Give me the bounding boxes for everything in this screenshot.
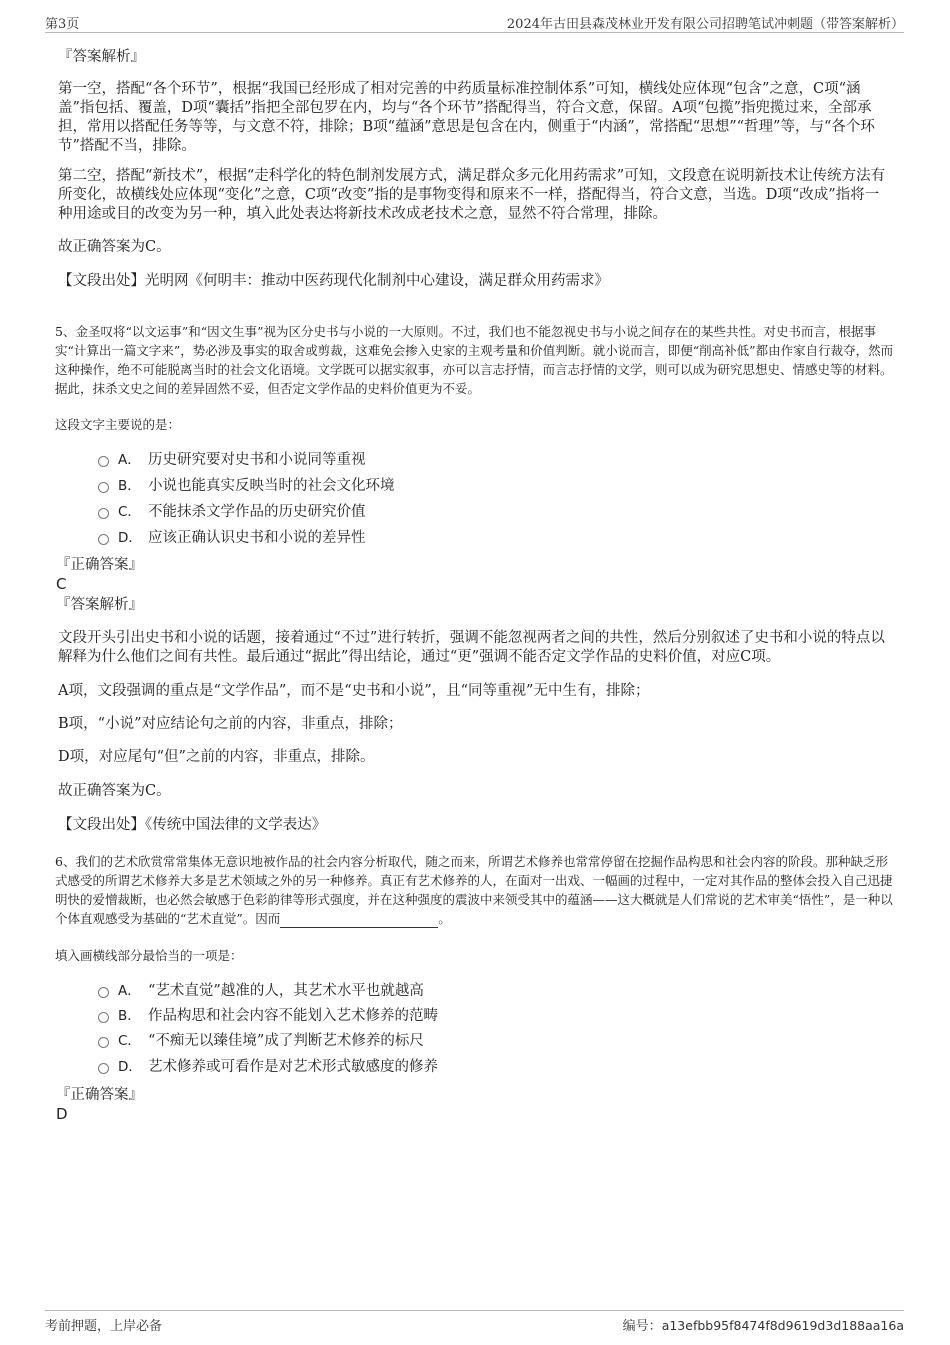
q6-option-b[interactable]: B． 作品构思和社会内容不能划入艺术修养的范畴 <box>98 1006 438 1026</box>
footer-slogan: 考前押题，上岸必备 <box>45 1319 163 1334</box>
page-header <box>45 12 904 33</box>
radio-icon[interactable] <box>98 1037 109 1048</box>
q6-answer: D <box>56 1105 68 1123</box>
q5-conclusion: 故正确答案为C。 <box>58 783 171 799</box>
q5-source: 【文段出处】《传统中国法律的文学表达》 <box>58 817 327 833</box>
option-text: 应该正确认识史书和小说的差异性 <box>148 530 366 546</box>
q5-analysis-heading: 『答案解析』 <box>56 597 143 613</box>
q5-stem: 5、金圣叹将“以文运事”和“因文生事”视为区分史书与小说的一大原则。不过，我们也不能忽视史书与小说之间存在的某些共性。对史书而言，根据事实“计算出一篇文字来”，势必涉及事实的取舍或剪裁，这难免会掺入史家的主观考量和价值判断。就小说而言，即便“削高补低”都由作家自行裁夺，然而这种操作，绝不可能脱离当时的社会文化语境。文学既可以据实叙事，亦可以言志抒情，而言志抒情的文学，则可以成为研究思想史、情感史等的材料。据此，抹杀文史之间的差异固然不妥，但否定文学作品的史料价值更为不妥。 <box>55 324 894 396</box>
radio-icon[interactable] <box>98 508 109 519</box>
q5-analysis-para3: B项，“小说”对应结论句之前的内容，非重点，排除； <box>58 716 403 732</box>
q5-analysis-para2: A项，文段强调的重点是“文学作品”，而不是“史书和小说”，且“同等重视”无中生有，排除； <box>58 683 650 699</box>
radio-icon[interactable] <box>98 1012 109 1023</box>
q5-option-c[interactable]: C． 不能抹杀文学作品的历史研究价值 <box>98 502 366 522</box>
radio-icon[interactable] <box>98 482 109 493</box>
option-text: 历史研究要对史书和小说同等重视 <box>148 452 366 468</box>
q6-option-c[interactable]: C． “不痴无以臻佳境”成了判断艺术修养的标尺 <box>98 1031 424 1051</box>
q6-option-a[interactable]: A． “艺术直觉”越准的人，其艺术水平也就越高 <box>98 981 424 1001</box>
fill-blank <box>280 913 438 928</box>
q5-option-d[interactable]: D． 应该正确认识史书和小说的差异性 <box>98 528 366 548</box>
q5-analysis-para4: D项，对应尾句“但”之前的内容，非重点，排除。 <box>58 749 375 765</box>
page-number: 第3页 <box>45 17 80 32</box>
q4-analysis-heading: 『答案解析』 <box>58 49 145 65</box>
radio-icon[interactable] <box>98 534 109 545</box>
q5-answer-heading: 『正确答案』 <box>56 557 143 573</box>
q5-option-b[interactable]: B． 小说也能真实反映当时的社会文化环境 <box>98 476 395 496</box>
document-code: 编号：a13efbb95f8474f8d9619d3d188aa16a <box>622 1318 904 1334</box>
q4-conclusion: 故正确答案为C。 <box>58 239 171 255</box>
option-text: 不能抹杀文学作品的历史研究价值 <box>148 504 366 520</box>
q6-prompt: 填入画横线部分最恰当的一项是： <box>55 948 243 963</box>
option-text: 艺术修养或可看作是对艺术形式敏感度的修养 <box>148 1059 438 1075</box>
q5-analysis-para1: 文段开头引出史书和小说的话题，接着通过“不过”进行转折，强调不能忽视两者之间的共性，然后分别叙述了史书和小说的特点以解释为什么他们之间有共性。最后通过“据此”得出结论，通过“更”强调不能否定文学作品的史料价值，对应C项。 <box>58 630 885 665</box>
radio-icon[interactable] <box>98 1063 109 1074</box>
page-footer <box>45 1310 904 1335</box>
q6-answer-heading: 『正确答案』 <box>56 1087 143 1103</box>
q5-prompt: 这段文字主要说的是： <box>55 417 181 432</box>
option-text: “艺术直觉”越准的人，其艺术水平也就越高 <box>148 983 424 999</box>
radio-icon[interactable] <box>98 987 109 998</box>
option-text: “不痴无以臻佳境”成了判断艺术修养的标尺 <box>148 1033 424 1049</box>
q4-analysis-para2: 第二空，搭配“新技术”，根据“走科学化的特色制剂发展方式，满足群众多元化用药需求”可知，文段意在说明新技术让传统方法有所变化，故横线处应体现“变化”之意，C项“改变”指的是事物变得和原来不一样，搭配得当，符合文意，当选。D项“改成”指将一种用途或目的改变为另一种，填入此处表达将新技术改成老技术之意，显然不符合常理，排除。 <box>58 168 886 222</box>
q6-option-d[interactable]: D． 艺术修养或可看作是对艺术形式敏感度的修养 <box>98 1057 438 1077</box>
document-title: 2024年古田县森茂林业开发有限公司招聘笔试冲刺题（带答案解析） <box>506 17 904 32</box>
radio-icon[interactable] <box>98 456 109 467</box>
q5-answer: C <box>56 575 67 593</box>
q4-source: 【文段出处】光明网《何明丰：推动中医药现代化制剂中心建设，满足群众用药需求》 <box>58 273 609 289</box>
option-text: 小说也能真实反映当时的社会文化环境 <box>148 478 395 494</box>
q5-option-a[interactable]: A． 历史研究要对史书和小说同等重视 <box>98 450 366 470</box>
q4-analysis-para1: 第一空，搭配“各个环节”，根据“我国已经形成了相对完善的中药质量标准控制体系”可知，横线处应体现“包含”之意，C项“涵盖”指包括、覆盖，D项“囊括”指把全部包罗在内，均与“各个环节”搭配得当，符合文意，保留。A项“包揽”指兜揽过来，全部承担，常用以搭配任务等等，与文意不符，排除；B项“蕴涵”意思是包含在内，侧重于“内涵”，常搭配“思想”“哲理”等，与“各个环节”搭配不当，排除。 <box>58 81 875 154</box>
q6-stem: 6、我们的艺术欣赏常常集体无意识地被作品的社会内容分析取代，随之而来，所谓艺术修养也常常停留在挖掘作品构思和社会内容的阶段。那种缺乏形式感受的所谓艺术修养大多是艺术领域之外的另一种修养。真正有艺术修养的人，在面对一出戏、一幅画的过程中，一定对其作品的整体会投入自己迅捷明快的爱憎裁断，也必然会敏感于色彩韵律等形式强度，并在这种强度的震波中来领受其中的蕴涵——这大概就是人们常说的艺术审美“悟性”，是一种以个体直观感受为基础的“艺术直觉”。因而 。 <box>55 854 893 926</box>
option-text: 作品构思和社会内容不能划入艺术修养的范畴 <box>148 1008 438 1024</box>
